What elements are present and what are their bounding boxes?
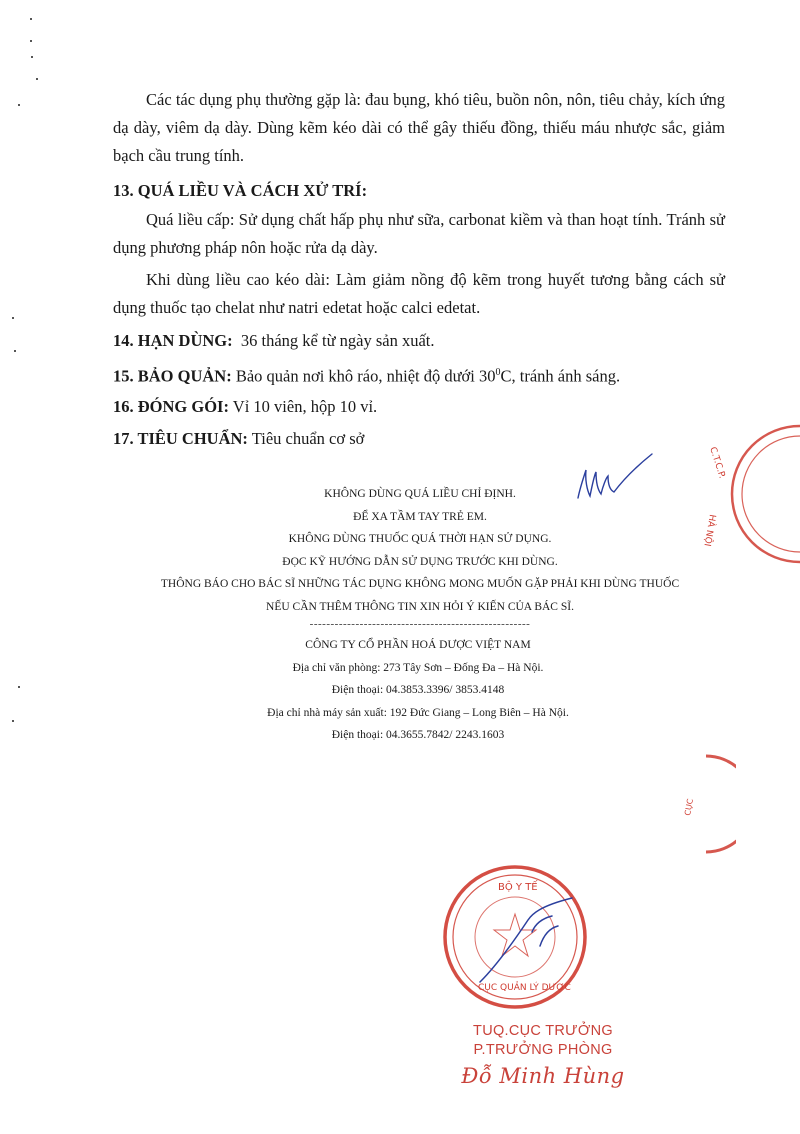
side-effects-paragraph: Các tác dụng phụ thường gặp là: đau bụng, khó tiêu, buồn nôn, nôn, tiêu chảy, kích ứng dạ dày, viêm dạ dày. Dùng kẽm kéo dài có thể gây thiếu đồng, thiếu máu nhược sắc, giảm bạch cầu trung tính. — [113, 90, 725, 165]
svg-text:BỘ Y TẾ: BỘ Y TẾ — [498, 882, 538, 893]
section-17 — [113, 428, 733, 450]
scan-mark — [31, 56, 33, 58]
signature-block — [458, 1022, 628, 1092]
scan-mark — [18, 104, 20, 106]
section-16 — [113, 396, 733, 418]
partial-stamp-icon — [676, 752, 736, 862]
section-13-title: 13. QUÁ LIỀU VÀ CÁCH XỬ TRÍ: — [113, 181, 368, 200]
section-14-text: 36 tháng kể từ ngày sản xuất. — [240, 331, 435, 350]
warning-line: ĐỌC KỸ HƯỚNG DẪN SỬ DỤNG TRƯỚC KHI DÙNG. — [282, 555, 558, 568]
section-15-title: 15. BẢO QUẢN: — [113, 366, 232, 386]
company-name: CÔNG TY CỔ PHẦN HOÁ DƯỢC VIỆT NAM — [305, 639, 531, 651]
scan-mark — [12, 720, 14, 722]
signature-title-1: TUQ.CỤC TRƯỞNG — [473, 1023, 613, 1039]
svg-text:HÀ NỘI: HÀ NỘI — [701, 513, 717, 547]
section-13-heading — [113, 180, 733, 202]
section-16-text: Vỉ 10 viên, hộp 10 vỉ. — [232, 397, 378, 416]
scan-mark — [36, 78, 38, 80]
overdose-long-paragraph: Khi dùng liều cao kéo dài: Làm giảm nồng độ kẽm trong huyết tương bằng cách sử dụng thuốc tạo chelat như natri edetat hoặc calci edetat. — [113, 270, 725, 317]
warning-line: THÔNG BÁO CHO BÁC SĨ NHỮNG TÁC DỤNG KHÔNG MONG MUỐN GẶP PHẢI KHI DÙNG THUỐC — [160, 578, 680, 590]
company-stamp-icon — [690, 418, 800, 568]
overdose-acute-paragraph: Quá liều cấp: Sử dụng chất hấp phụ như sữa, carbonat kiềm và than hoạt tính. Tránh sử dụng phương pháp nôn hoặc rửa dạ dày. — [113, 210, 725, 257]
warning-line: ĐỂ XA TẦM TAY TRẺ EM. — [353, 510, 487, 523]
section-15-text-before: Bảo quản nơi khô ráo, nhiệt độ dưới 30 — [235, 366, 496, 386]
section-14 — [113, 330, 733, 352]
section-15 — [113, 362, 733, 388]
scan-mark — [14, 350, 16, 352]
section-17-text: Tiêu chuẩn cơ sở — [251, 429, 365, 448]
factory-phone: Điện thoại: 04.3655.7842/ 2243.1603 — [331, 729, 505, 741]
warning-line: KHÔNG DÙNG THUỐC QUÁ THỜI HẠN SỬ DỤNG. — [288, 533, 552, 545]
svg-text:CỤC QUẢN LÝ DƯỢC: CỤC QUẢN LÝ DƯỢC — [478, 983, 571, 993]
section-17-title: 17. TIÊU CHUẨN: — [113, 429, 248, 448]
company-block — [18, 634, 800, 747]
section-15-text-after: C, tránh ánh sáng. — [500, 366, 621, 386]
signature-scribble-icon — [570, 450, 660, 510]
office-phone: Điện thoại: 04.3853.3396/ 3853.4148 — [331, 684, 505, 696]
signature-title-2: P.TRƯỞNG PHÒNG — [473, 1042, 613, 1058]
section-16-title: 16. ĐÓNG GÓI: — [113, 397, 229, 416]
svg-text:C.T.C.P.: C.T.C.P. — [707, 445, 727, 480]
office-address: Địa chỉ văn phòng: 273 Tây Sơn – Đống Đa – Hà Nội. — [292, 661, 544, 674]
svg-text:CỤC: CỤC — [683, 798, 695, 817]
factory-address: Địa chỉ nhà máy sản xuất: 192 Đức Giang – Long Biên – Hà Nội. — [267, 706, 569, 719]
warning-line: NẾU CẦN THÊM THÔNG TIN XIN HỎI Ý KIẾN CỦA BÁC SĨ. — [266, 600, 574, 613]
warnings-block — [20, 483, 800, 618]
scan-mark — [12, 317, 14, 319]
divider-line: ----------------------------------------------------- — [309, 618, 531, 630]
section-15-superscript: 0 — [495, 367, 501, 378]
scan-mark — [30, 40, 32, 42]
ministry-stamp-icon — [440, 862, 590, 1012]
warning-line: KHÔNG DÙNG QUÁ LIỀU CHỈ ĐỊNH. — [324, 488, 516, 500]
signer-name: Đỗ Minh Hùng — [461, 1064, 625, 1088]
section-14-title: 14. HẠN DÙNG: — [113, 331, 233, 350]
scan-mark — [30, 18, 32, 20]
